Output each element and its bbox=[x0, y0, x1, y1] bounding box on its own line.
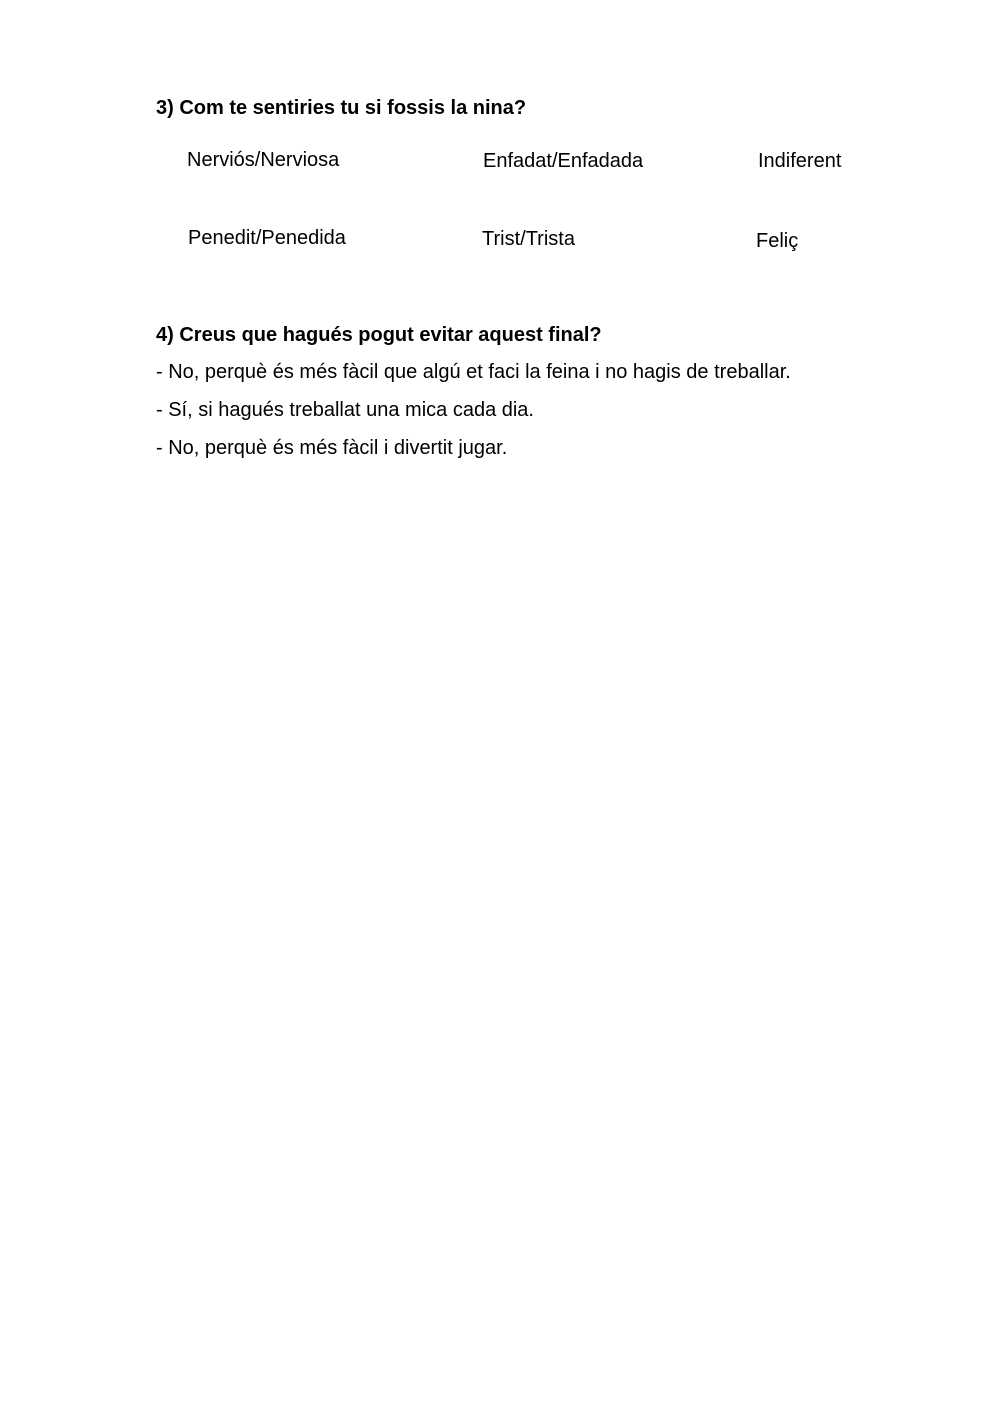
answer-option-3[interactable]: - No, perquè és més fàcil i divertit jugar. bbox=[156, 437, 508, 459]
option-indiferent[interactable]: Indiferent bbox=[758, 150, 842, 172]
answer-option-2[interactable]: - Sí, si hagués treballat una mica cada dia. bbox=[156, 399, 534, 421]
answer-option-1[interactable]: - No, perquè és més fàcil que algú et faci la feina i no hagis de treballar. bbox=[156, 361, 791, 383]
option-enfadat[interactable]: Enfadat/Enfadada bbox=[483, 150, 644, 172]
option-penedit[interactable]: Penedit/Penedida bbox=[188, 227, 346, 249]
question-3-title: 3) Com te sentiries tu si fossis la nina? bbox=[156, 97, 527, 119]
option-nervios[interactable]: Nerviós/Nerviosa bbox=[187, 149, 340, 171]
question-4-title: 4) Creus que hagués pogut evitar aquest final? bbox=[156, 324, 602, 346]
option-trist[interactable]: Trist/Trista bbox=[482, 228, 575, 250]
option-felic[interactable]: Feliç bbox=[756, 230, 799, 252]
